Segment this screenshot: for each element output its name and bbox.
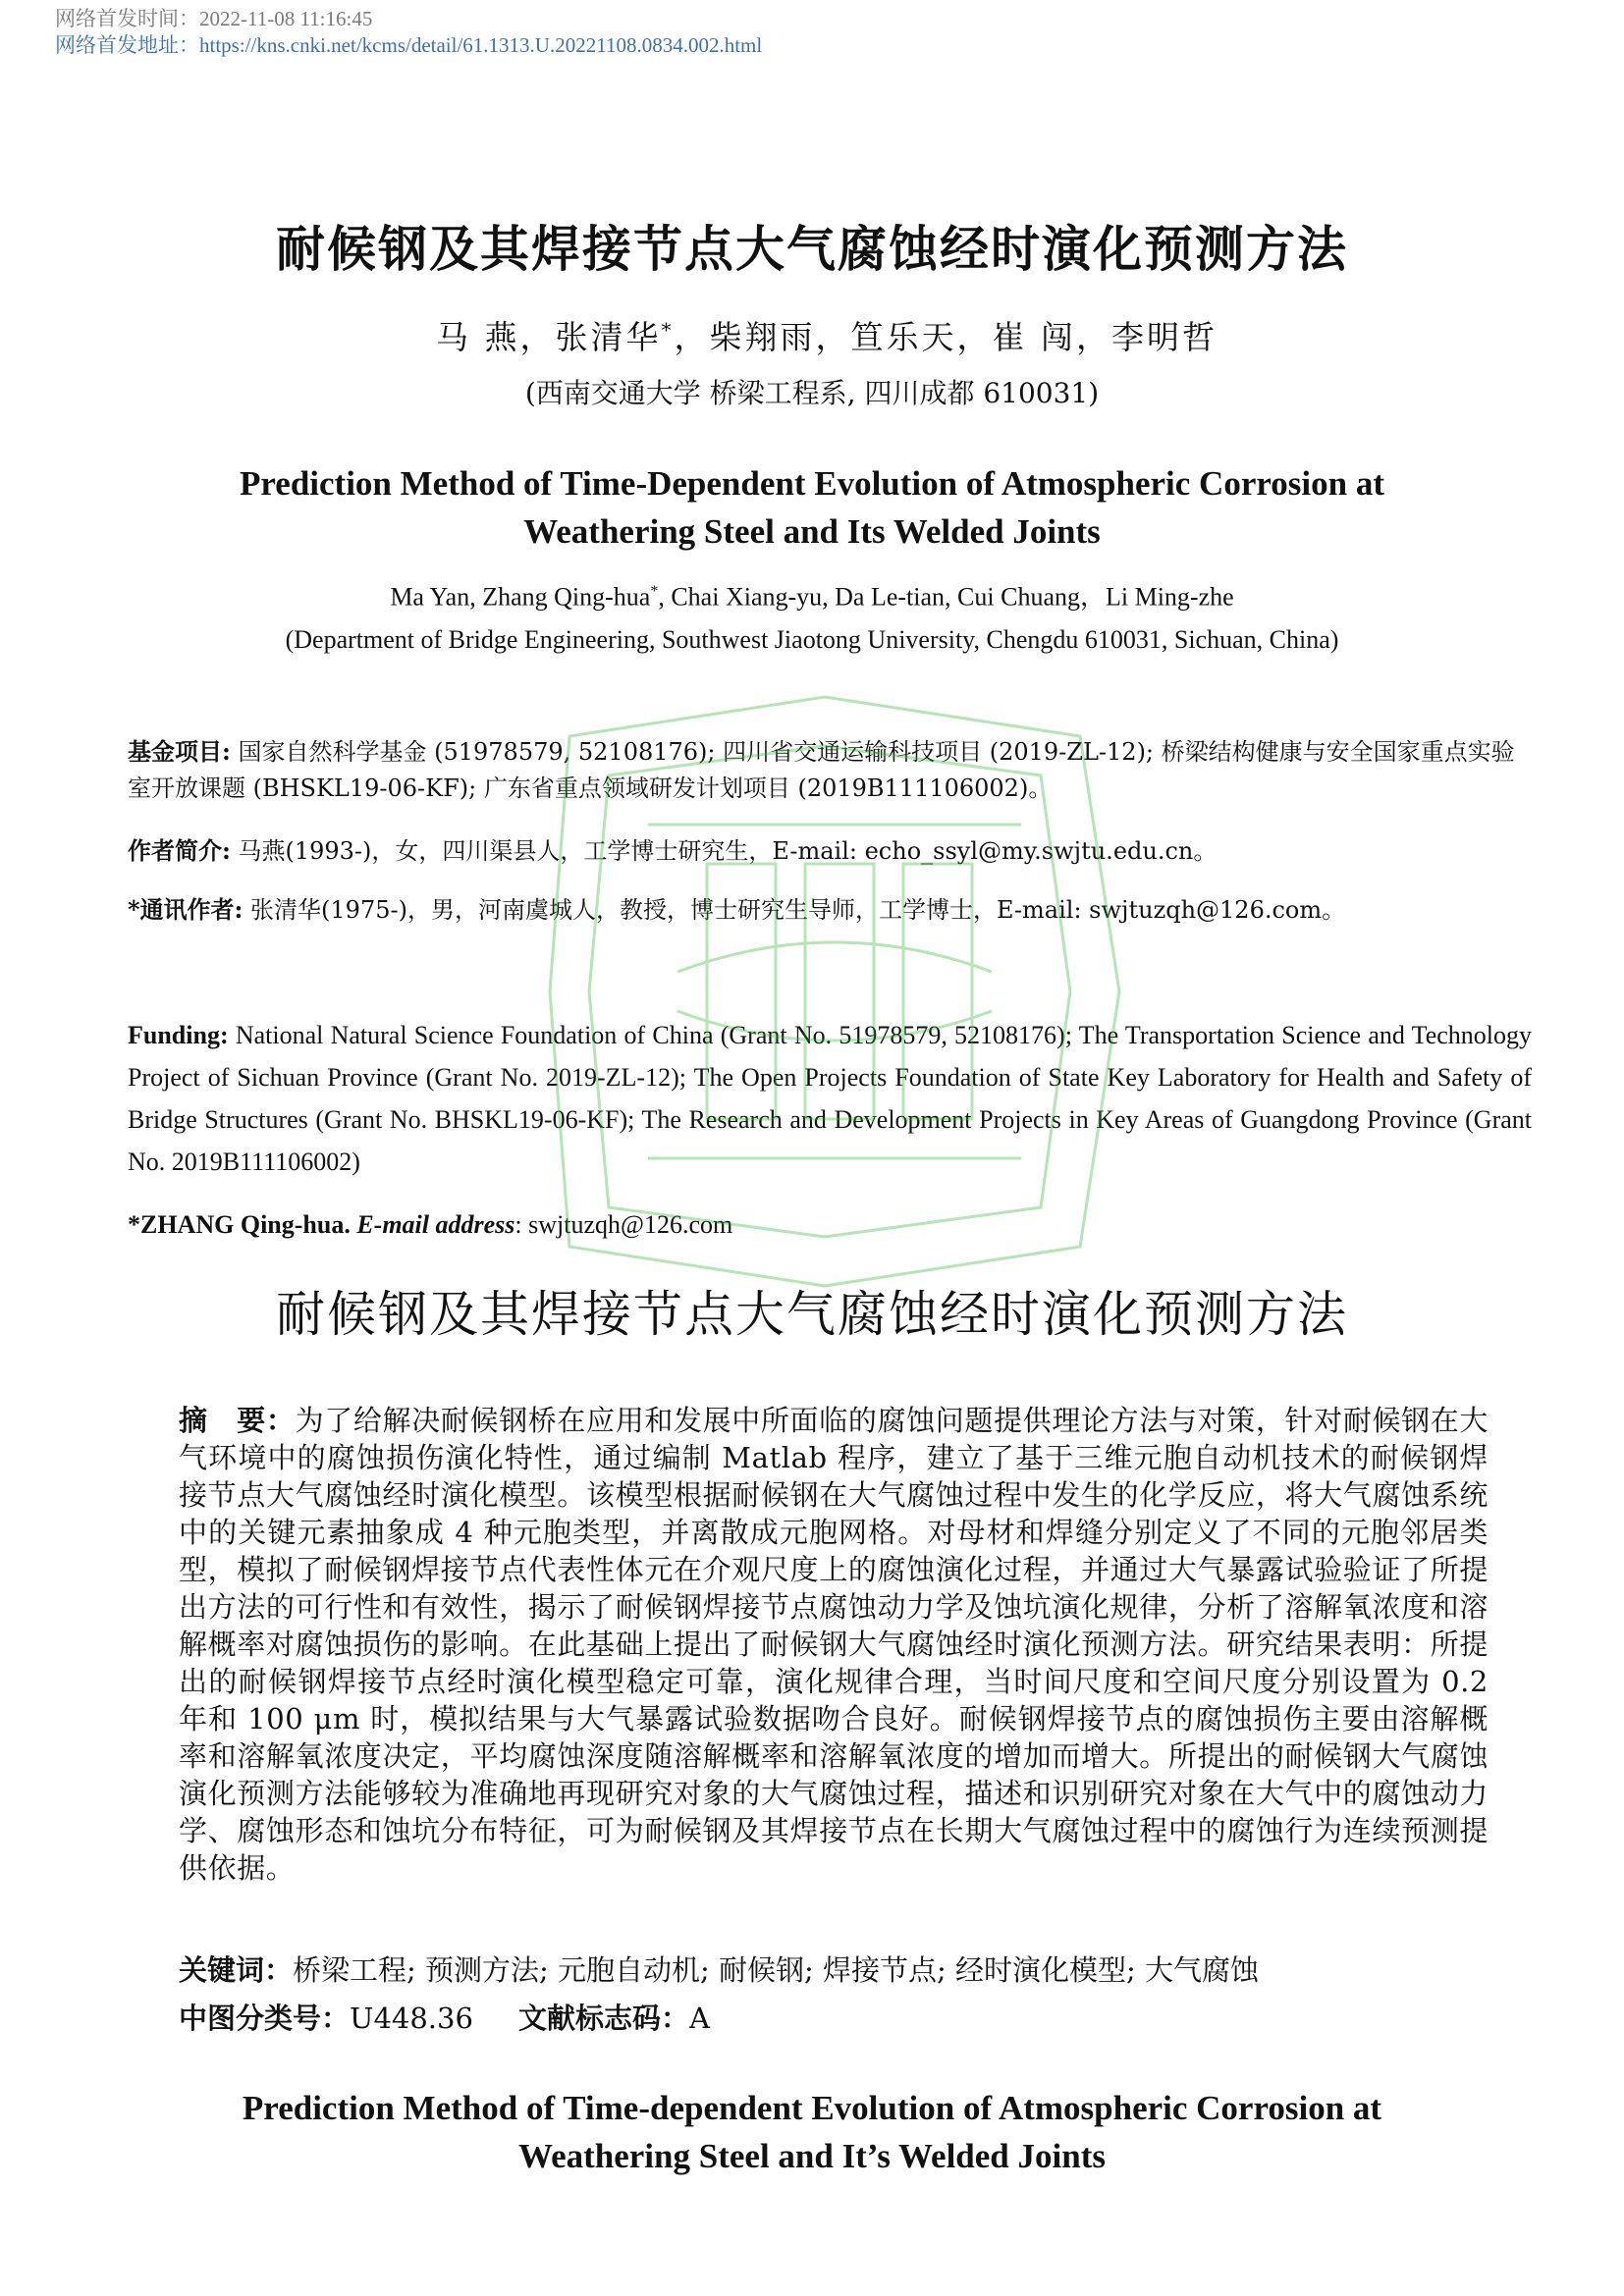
doc-code-label: 文献标志码： bbox=[517, 2002, 689, 2035]
author-bio-cn-label: 作者简介: bbox=[128, 836, 231, 865]
en-affiliation: (Department of Bridge Engineering, Southwest Jiaotong University, Chengdu 610031, Sichuan, China) bbox=[285, 625, 1339, 654]
en-corresponding-mark: * bbox=[650, 583, 659, 600]
en-authors-part1: Ma Yan, Zhang Qing-hua bbox=[390, 582, 651, 612]
classification-line bbox=[179, 2000, 710, 2037]
en-title bbox=[0, 459, 1624, 556]
fund-cn-label: 基金项目: bbox=[128, 737, 231, 766]
en-title-repeat-line1: Prediction Method of Time-dependent Evolution of Atmospheric Corrosion at bbox=[242, 2089, 1382, 2127]
en-title-line2: Weathering Steel and Its Welded Joints bbox=[523, 512, 1101, 551]
fund-cn-text: 国家自然科学基金 (51978579, 52108176); 四川省交通运输科技项目 (2019-ZL-12); 桥梁结构健康与安全国家重点实验室开放课题 (BHSKL19-06-KF); 广东省重点领域研发计划项目 (2019B111106002)。 bbox=[128, 738, 1515, 802]
corresponding-author-en-name: *ZHANG Qing-hua. bbox=[128, 1210, 351, 1239]
corresponding-author-cn-text: 张清华(1975-)，男，河南虞城人，教授，博士研究生导师，工学博士，E-mail: swjtuzqh@126.com。 bbox=[243, 896, 1346, 924]
en-title-repeat bbox=[0, 2084, 1624, 2180]
abstract-label: 摘 要： bbox=[179, 1404, 296, 1437]
author-bio-cn bbox=[128, 832, 1532, 870]
corresponding-author-en bbox=[128, 1207, 732, 1243]
en-authors bbox=[0, 574, 1624, 615]
cn-authors-part1: 马 燕，张清华 bbox=[436, 318, 662, 356]
cn-title-repeat: 耐候钢及其焊接节点大气腐蚀经时演化预测方法 bbox=[276, 1286, 1348, 1343]
cn-corresponding-mark: * bbox=[661, 318, 675, 342]
abstract bbox=[179, 1402, 1489, 1887]
publish-url-label: 网络首发地址： bbox=[55, 33, 199, 57]
fund-cn bbox=[128, 733, 1532, 807]
publish-time bbox=[55, 6, 372, 31]
doc-code-value: A bbox=[688, 2002, 710, 2035]
publish-time-value: 2022-11-08 11:16:45 bbox=[199, 7, 373, 30]
en-title-repeat-line2: Weathering Steel and It’s Welded Joints bbox=[518, 2137, 1106, 2175]
corresponding-author-cn-label: *通讯作者: bbox=[128, 895, 244, 924]
cn-affiliation: (西南交通大学 桥梁工程系, 四川成都 610031) bbox=[524, 377, 1100, 409]
en-title-line1: Prediction Method of Time-Dependent Evolution of Atmospheric Corrosion at bbox=[240, 464, 1384, 503]
publish-url-link[interactable]: https://kns.cnki.net/kcms/detail/61.1313.U.20221108.0834.002.html bbox=[199, 33, 763, 57]
corresponding-author-cn bbox=[128, 891, 1532, 929]
publish-url[interactable] bbox=[55, 32, 762, 58]
clc-label: 中图分类号： bbox=[179, 2002, 351, 2035]
clc-value: U448.36 bbox=[350, 2002, 473, 2035]
funding-en-label: Funding: bbox=[128, 1021, 229, 1049]
corresponding-author-en-email: : swjtuzqh@126.com bbox=[514, 1210, 733, 1239]
cn-authors bbox=[0, 308, 1624, 359]
publish-time-label: 网络首发时间： bbox=[55, 7, 199, 30]
funding-en-text: National Natural Science Foundation of China (Grant No. 51978579, 52108176); The Transportation Science and Technology Project of Sichuan Province (Grant No. 2019-ZL-12); The Open Projects Foundation of State Key Laboratory for Health and Safety of Bridge Structures (Grant No. BHSKL19-06-KF); The Research and Development Projects in Key Areas of Guangdong Province (Grant No. 2019B111106002) bbox=[128, 1021, 1532, 1176]
keywords bbox=[179, 1951, 1259, 1989]
keywords-label: 关键词： bbox=[179, 1953, 294, 1987]
author-bio-cn-text: 马燕(1993-)，女，四川渠县人，工学博士研究生，E-mail: echo_ssyl@my.swjtu.edu.cn。 bbox=[230, 837, 1218, 865]
abstract-text: 为了给解决耐候钢桥在应用和发展中所面临的腐蚀问题提供理论方法与对策，针对耐候钢在大气环境中的腐蚀损伤演化特性，通过编制 Matlab 程序，建立了基于三维元胞自动机技术的耐候钢焊接节点大气腐蚀经时演化模型。该模型根据耐候钢在大气腐蚀过程中发生的化学反应，将大气腐蚀系统中的关键元素抽象成 4 种元胞类型，并离散成元胞网格。对母材和焊缝分别定义了不同的元胞邻居类型，模拟了耐候钢焊接节点代表性体元在介观尺度上的腐蚀演化过程，并通过大气暴露试验验证了所提出方法的可行性和有效性，揭示了耐候钢焊接节点腐蚀动力学及蚀坑演化规律，分析了溶解氧浓度和溶解概率对腐蚀损伤的影响。在此基础上提出了耐候钢大气腐蚀经时演化预测方法。研究结果表明：所提出的耐候钢焊接节点经时演化模型稳定可靠，演化规律合理，当时间尺度和空间尺度分别设置为 0.2 年和 100 μm 时，模拟结果与大气暴露试验数据吻合良好。耐候钢焊接节点的腐蚀损伤主要由溶解概率和溶解氧浓度决定，平均腐蚀深度随溶解概率和溶解氧浓度的增加而增大。所提出的耐候钢大气腐蚀演化预测方法能够较为准确地再现研究对象的大气腐蚀过程，描述和识别研究对象在大气中的腐蚀动力学、腐蚀形态和蚀坑分布特征，可为耐候钢及其焊接节点在长期大气腐蚀过程中的腐蚀行为连续预测提供依据。 bbox=[179, 1404, 1489, 1885]
keywords-text: 桥梁工程; 预测方法; 元胞自动机; 耐候钢; 焊接节点; 经时演化模型; 大气腐蚀 bbox=[293, 1953, 1259, 1987]
cn-title: 耐候钢及其焊接节点大气腐蚀经时演化预测方法 bbox=[276, 221, 1348, 278]
cn-authors-part2: ，柴翔雨，笪乐天，崔 闯，李明哲 bbox=[674, 318, 1218, 356]
en-authors-part2: , Chai Xiang-yu, Da Le-tian, Cui Chuang，Li Ming-zhe bbox=[658, 582, 1234, 612]
funding-en bbox=[128, 1014, 1532, 1183]
corresponding-author-en-email-label: E-mail address bbox=[350, 1210, 515, 1239]
